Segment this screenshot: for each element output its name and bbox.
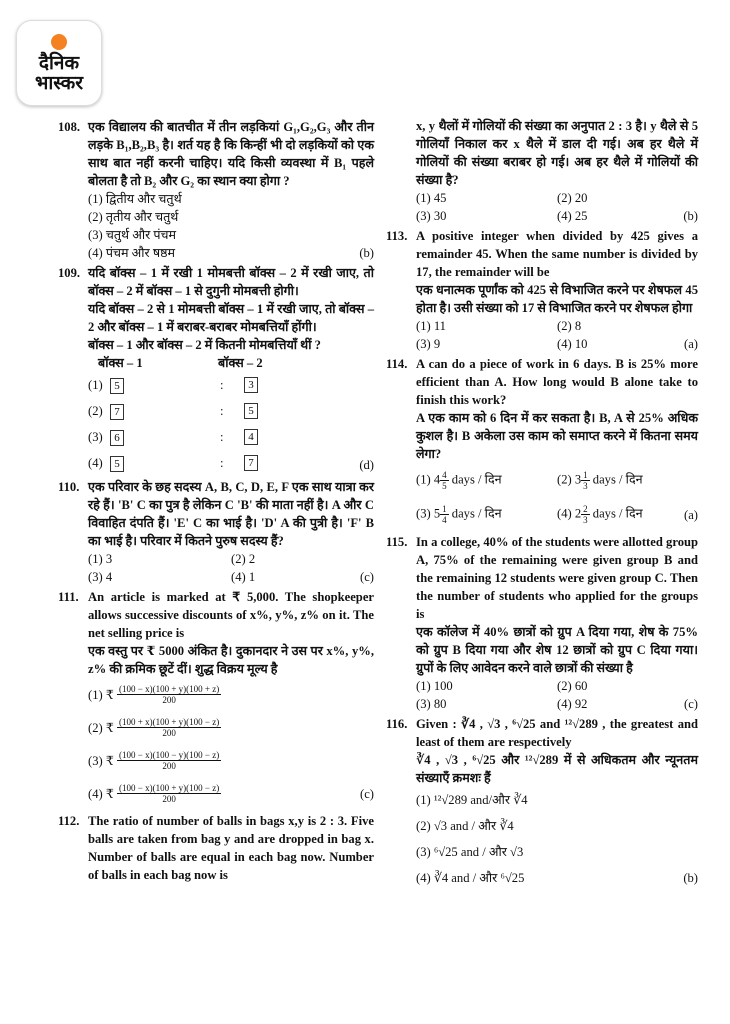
question-text-english: A can do a piece of work in 6 days. B is 25% more efficient than A. How long would B alone take to finish this work? (416, 357, 698, 407)
option: (2) 3 $\frac{1}{3}$ days / दिन (557, 469, 643, 491)
box-2-value: 5 (244, 403, 258, 419)
option: (2) 8 (557, 319, 582, 333)
option: (1) 4 $\frac{4}{5}$ days / दिन (416, 469, 502, 491)
answer-key: (b) (359, 246, 374, 260)
option: (2) तृतीय और चतुर्थ (88, 210, 179, 224)
box-2-value: 7 (244, 455, 258, 471)
question-108 (58, 118, 374, 262)
question-text-hindi: ∛4 , √3 , ⁶√25 और ¹²√289 में से अधिकतम और न्यूनतम संख्याएँ क्रमशः हैं (416, 753, 698, 785)
option: (3) ⁶√25 and / और √3 (416, 845, 524, 859)
option: (2) 20 (557, 191, 588, 205)
question-text-hindi: एक धनात्मक पूर्णांक को 425 से विभाजित करने पर शेषफल 45 होता है। उसी संख्या को 17 से विभाजित करने पर शेषफल होगा (416, 283, 698, 315)
question-text: एक विद्यालय की बातचीत में तीन लड़कियां G₁,G₂,G₃ और तीन लड़के B₁,B₂,B₃ है। शर्त यह है कि किन्हीं भी दो लड़कियों को एक साथ बात नहीं करनी चाहिए। यदि किसी व्यवस्था में B₁ पहले बोलता है तो B₂ और G₂ का स्थान क्या होगा ? (88, 120, 374, 188)
answer-key: (b) (683, 871, 698, 885)
question-text: यदि बॉक्स – 1 में रखी 1 मोमबत्ती बॉक्स – 2 में रखी जाए, तो बॉक्स – 2 में बॉक्स – 1 से दुगुनी मोमबत्ती होगी। (88, 266, 374, 298)
option: (3) 5 $\frac{1}{4}$ days / दिन (416, 503, 502, 525)
option: (4) ₹ $\frac{(100 - x)(100 + y)(100 - z)}{200}$ (c) (88, 783, 374, 804)
option: (2) √3 and / और ∛4 (416, 819, 514, 833)
option: (1) 100 (416, 679, 453, 693)
question-number: 108. (58, 120, 81, 134)
box-2-value: 3 (244, 377, 258, 393)
question-text: एक परिवार के छह सदस्य A, B, C, D, E, F एक साथ यात्रा कर रहे हैं। 'B' C का पुत्र है लेकिन C 'B' की माता नहीं है। A और C विवाहित दंपति हैं। 'E' C का भाई है। 'D' A की पुत्री है। 'F' B का भाई है। परिवार में कितने पुरुष सदस्य हैं? (88, 480, 374, 548)
answer-key: (c) (684, 697, 698, 711)
logo-line-2: भास्कर (34, 71, 84, 94)
box-2-header: बॉक्स – 2 (218, 356, 263, 370)
option: (1) द्वितीय और चतुर्थ (88, 192, 182, 206)
option-row (416, 865, 698, 891)
answer-key: (a) (684, 337, 698, 351)
question-text-english: The ratio of number of balls in bags x,y is 2 : 3. Five balls are taken from bag y and are dropped in bag x. Number of balls are equal in each bag now. Number of balls in each bag now is (88, 814, 374, 882)
sun-icon (51, 34, 67, 50)
question-113 (386, 227, 698, 353)
box-1-header: बॉक्स – 1 (98, 356, 143, 370)
answer-key: (d) (359, 458, 374, 472)
question-text-hindi: A एक काम को 6 दिन में कर सकता है। B, A से 25% अधिक कुशल है। B अकेला उस काम को समाप्त करने में कितना समय लेगा? (416, 411, 698, 461)
box-1-value: 7 (110, 404, 124, 420)
option-row: (2) 7 : 5 (88, 398, 374, 424)
question-number: 113. (386, 229, 408, 243)
option: (3) 80 (416, 697, 447, 711)
question-112 (58, 812, 374, 884)
question-text-hindi: x, y थैलों में गोलियों की संख्या का अनुपात 2 : 3 है। y थैले से 5 गोलियाँ निकाल कर x थैले में डाल दी गई। अब हर थैले में गोलियों की संख्या बराबर हो गई। अब हर थैले में गोलियों की संख्या है? (416, 119, 698, 187)
box-headers (98, 354, 374, 372)
box-1-value: 5 (110, 456, 124, 472)
option: (1) 45 (416, 191, 447, 205)
option-row: (1) 5 : 3 (88, 372, 374, 398)
question-116 (386, 715, 698, 891)
right-column (386, 117, 698, 893)
box-1-value: 5 (110, 378, 124, 394)
question-text: बॉक्स – 1 और बॉक्स – 2 में कितनी मोमबत्तियाँ थीं ? (88, 338, 321, 352)
answer-key: (b) (683, 209, 698, 223)
option: (3) चतुर्थ और पंचम (88, 228, 177, 242)
option: (1) ₹ $\frac{(100 - x)(100 + y)(100 + z)}{200}$ (88, 684, 220, 705)
question-text-english: Given : ∛4 , √3 , ⁶√25 and ¹²√289 , the greatest and least of them are respectively (416, 717, 698, 749)
question-number: 115. (386, 535, 408, 549)
question-text-english: A positive integer when divided by 425 gives a remainder 45. When the same number is divided by 17, the remainder will be (416, 229, 698, 279)
question-115 (386, 533, 698, 713)
option: (4) 10 (557, 337, 588, 351)
option: (3) 4 (88, 570, 113, 584)
answer-key: (c) (360, 570, 374, 584)
option: (4) 92 (557, 697, 588, 711)
question-text-english: An article is marked at ₹ 5,000. The shopkeeper allows successive discounts of x%, y%, z% on it. The net selling price is (88, 590, 374, 640)
option: (3) 9 (416, 337, 441, 351)
question-114 (386, 355, 698, 531)
option: (2) 60 (557, 679, 588, 693)
question-text: यदि बॉक्स – 2 से 1 मोमबत्ती बॉक्स – 1 में रखी जाए, तो बॉक्स – 2 और बॉक्स – 1 में बराबर-बराबर मोमबत्तियाँ होंगी। (88, 302, 374, 334)
question-110 (58, 478, 374, 586)
question-text-hindi: एक कॉलेज में 40% छात्रों को ग्रुप A दिया गया, शेष के 75% को ग्रुप B दिया गया और शेष 12 छात्रों को ग्रुप C दिया गया। ग्रुपों के लिए आवेदन करने वाले छात्रों की संख्या है (416, 625, 698, 675)
logo-line-1: दैनिक (38, 51, 80, 74)
option: (2) ₹ $\frac{(100 + x)(100 + y)(100 - z)}{200}$ (88, 717, 220, 738)
option: (1) ¹²√289 and/और ∛4 (416, 793, 528, 807)
question-111 (58, 588, 374, 810)
question-number: 114. (386, 357, 408, 371)
question-number: 110. (58, 480, 80, 494)
option: (4) ∛4 and / और ⁶√25 (416, 871, 525, 885)
dainik-bhaskar-logo (16, 20, 102, 106)
question-number: 112. (58, 814, 80, 828)
question-number: 116. (386, 717, 408, 731)
box-2-value: 4 (244, 429, 258, 445)
option: (1) 11 (416, 319, 446, 333)
option: (3) ₹ $\frac{(100 - x)(100 - y)(100 - z)}{200}$ (88, 750, 220, 771)
left-column (58, 118, 374, 886)
box-1-value: 6 (110, 430, 124, 446)
option: (4) पंचम और षष्ठम (88, 246, 176, 260)
question-number: 111. (58, 590, 79, 604)
option: (4) 25 (557, 209, 588, 223)
question-text-english: In a college, 40% of the students were allotted group A, 75% of the remaining were given group B and the remaining 12 students were given group C. Then the number of students who applied for the groups is (416, 535, 698, 621)
question-text-hindi: एक वस्तु पर ₹ 5000 अंकित है। दुकानदार ने उस पर x%, y%, z% की क्रमिक छूटें दीं। शुद्ध विक्रय मूल्य है (88, 644, 374, 676)
question-112-continued (386, 117, 698, 225)
option: (3) 30 (416, 209, 447, 223)
answer-key: (c) (360, 787, 374, 801)
option: (4) 1 (231, 570, 256, 584)
question-number: 109. (58, 266, 81, 280)
option: (1) 3 (88, 552, 113, 566)
option-row: (3) 6 : 4 (88, 424, 374, 450)
option: (4) 2 $\frac{2}{3}$ days / दिन (557, 503, 643, 525)
option: (2) 2 (231, 552, 256, 566)
option-row: (4) 5 : 7 (d) (88, 456, 374, 472)
question-109 (58, 264, 374, 476)
answer-key: (a) (684, 508, 698, 522)
